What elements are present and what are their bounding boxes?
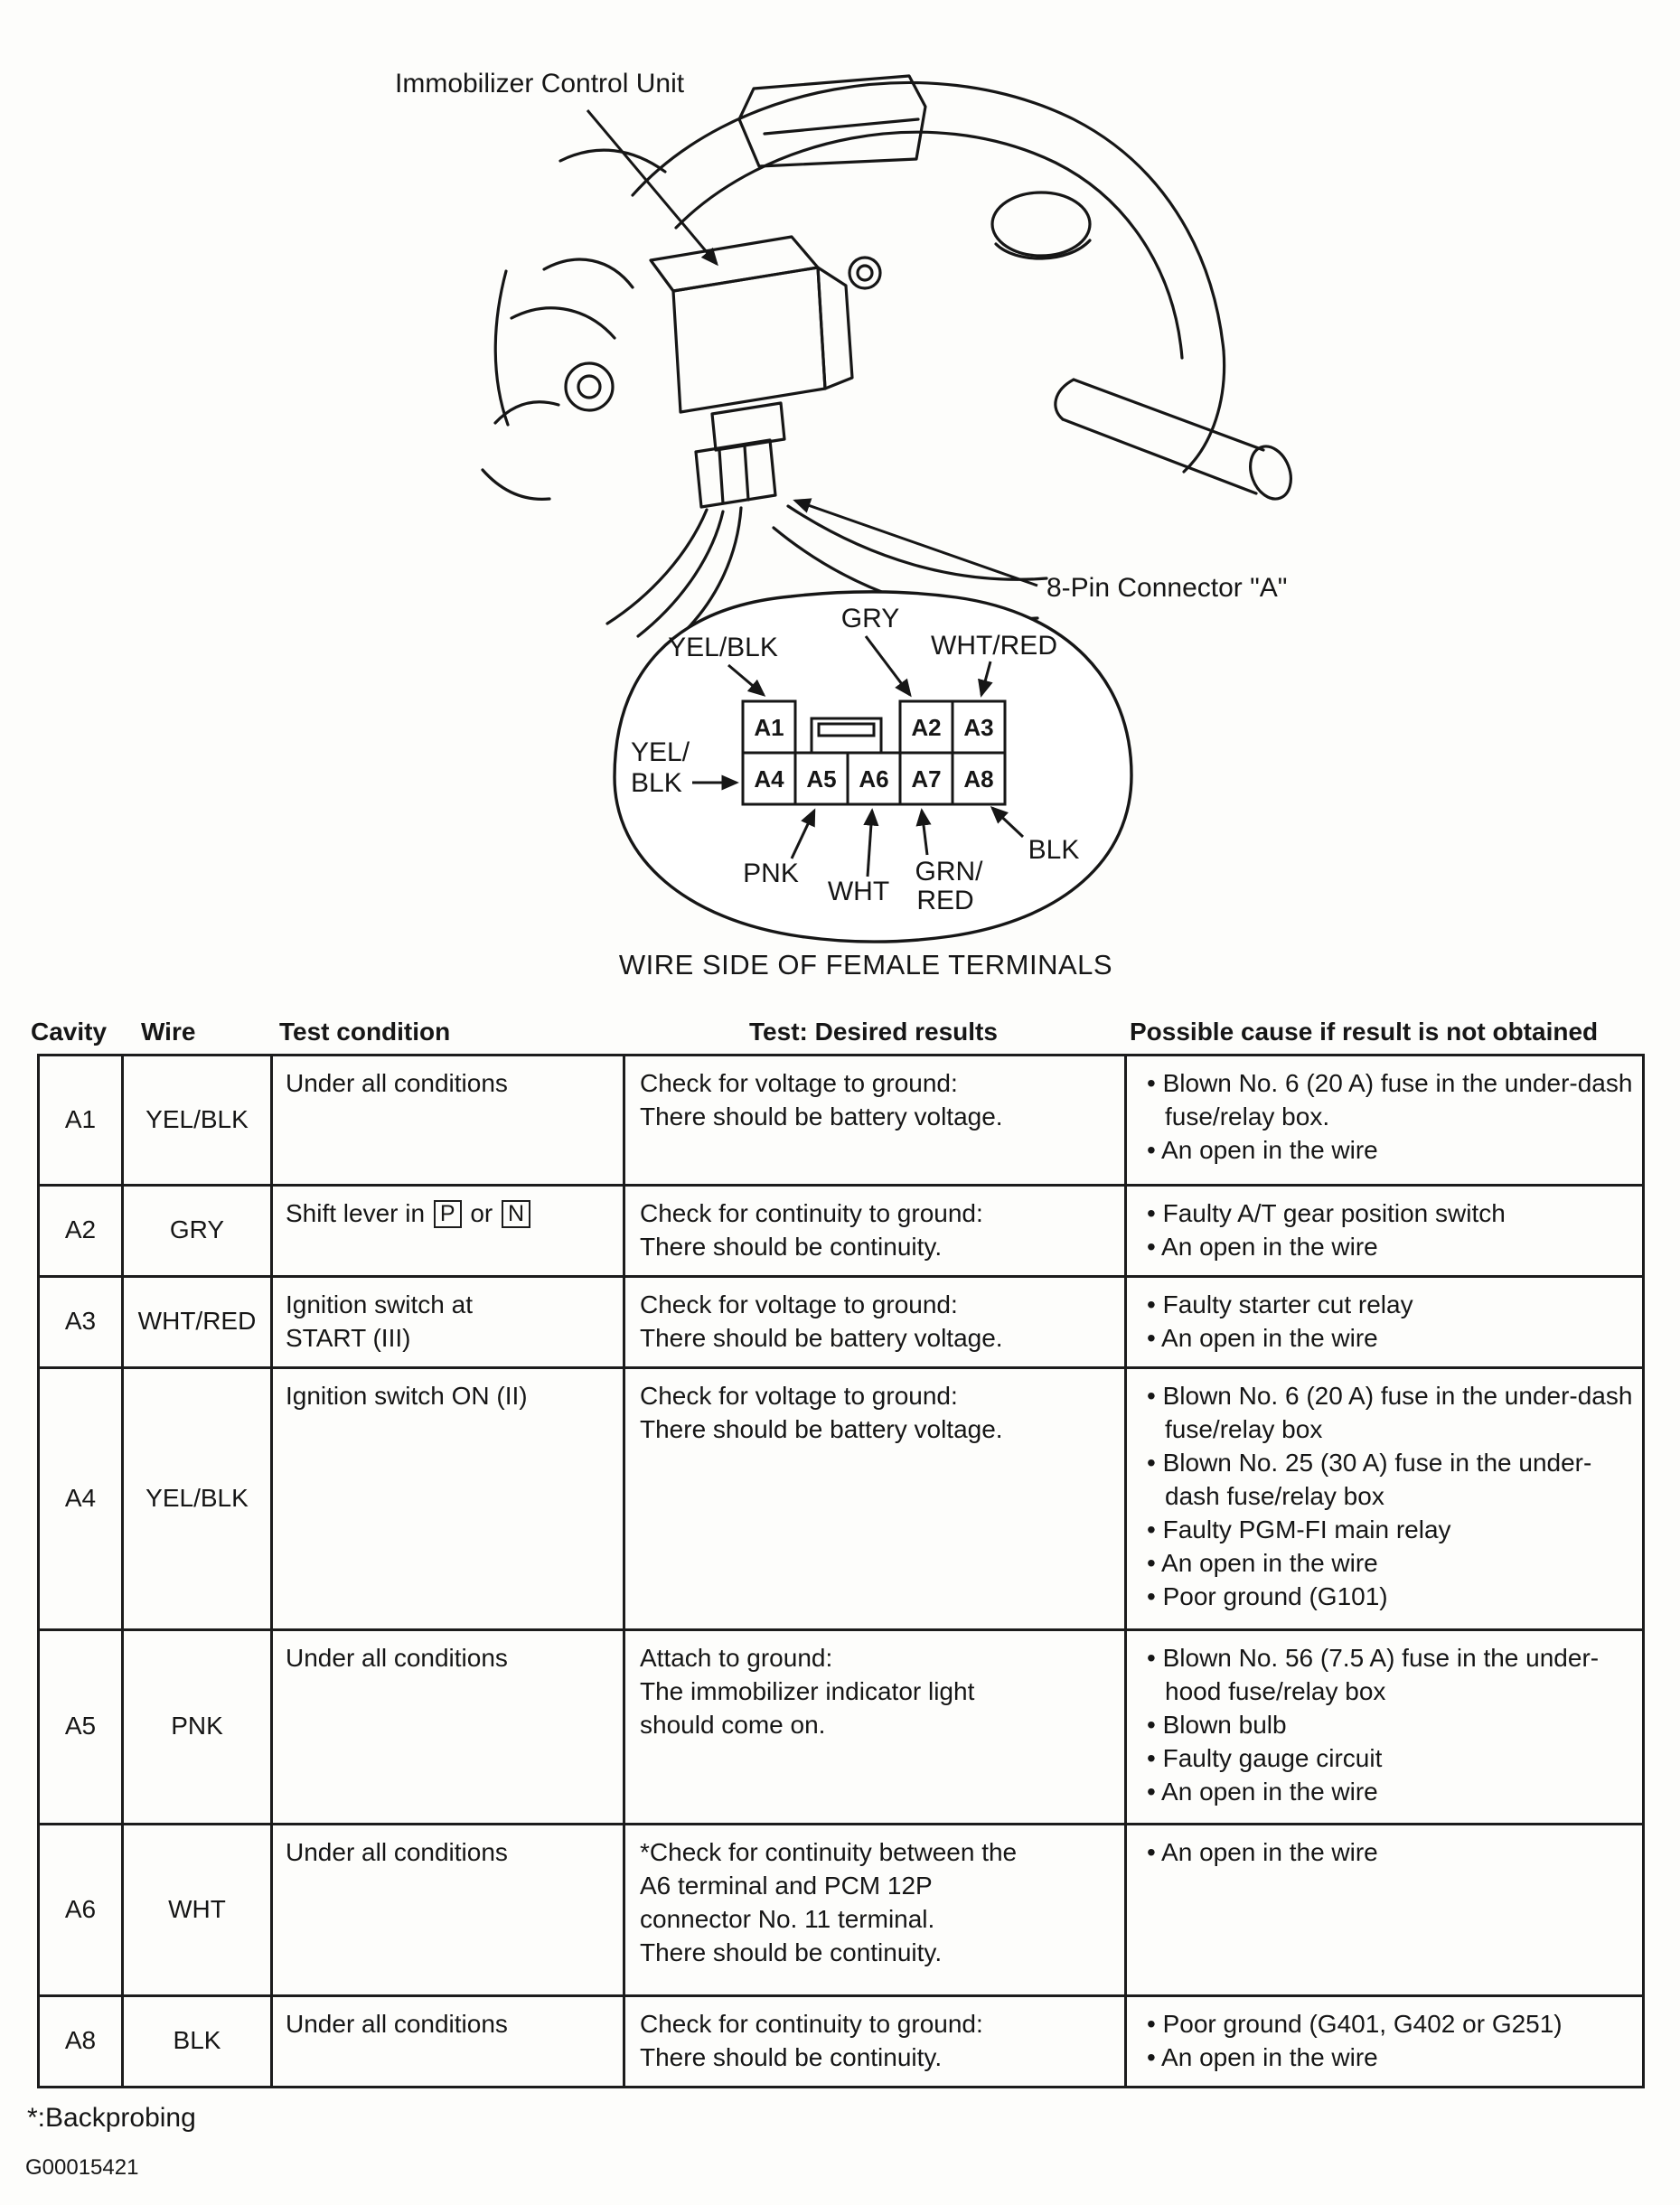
cause-item: • Blown No. 56 (7.5 A) fuse in the under-hood fuse/relay box (1138, 1642, 1635, 1709)
result-line: There should be continuity. (640, 2042, 943, 2071)
wire-label-a3: WHT/RED (931, 631, 1057, 661)
pin-a8: A8 (963, 765, 994, 793)
cause-item: • An open in the wire (1138, 2041, 1635, 2075)
cause-item: • Blown No. 25 (30 A) fuse in the under-dash fuse/relay box (1138, 1447, 1635, 1514)
cause-item: • An open in the wire (1138, 1322, 1635, 1356)
pin-a6: A6 (859, 765, 889, 793)
cavity-cell: A8 (39, 1995, 123, 2087)
table-row (39, 1367, 1644, 1629)
condition-line: Under all conditions (286, 2009, 508, 2038)
possible-cause-cell (1126, 1056, 1644, 1186)
cause-item: • Blown No. 6 (20 A) fuse in the under-dash fuse/relay box (1138, 1380, 1635, 1447)
pin-a3: A3 (963, 714, 994, 741)
table-row (39, 1629, 1644, 1824)
table-column-headers (29, 1018, 1680, 1046)
test-condition-cell (272, 1629, 624, 1824)
wire-cell: PNK (123, 1629, 272, 1824)
possible-cause-cell (1126, 1276, 1644, 1367)
result-line: connector No. 11 terminal. (640, 1904, 935, 1933)
result-line: The immobilizer indicator light (640, 1676, 975, 1705)
result-line: Attach to ground: (640, 1643, 833, 1672)
connector-pinout (615, 592, 1131, 981)
desired-results-cell (624, 1824, 1126, 1995)
wire-label-a4-line2: BLK (631, 768, 682, 798)
cavity-cell: A1 (39, 1056, 123, 1186)
immobilizer-unit-label: Immobilizer Control Unit (395, 69, 685, 99)
wire-label-a1: YEL/BLK (668, 633, 778, 662)
gear-position-box: N (502, 1200, 530, 1228)
wire-label-a6: WHT (827, 877, 890, 906)
result-line: A6 terminal and PCM 12P (640, 1871, 933, 1900)
cause-item: • An open in the wire (1138, 1836, 1635, 1870)
cavity-cell: A6 (39, 1824, 123, 1995)
unit-callout-arrow (587, 110, 717, 264)
table-row (39, 1276, 1644, 1367)
table-row (39, 1056, 1644, 1186)
result-line: There should be continuity. (640, 1232, 943, 1261)
backprobing-footnote: *:Backprobing (27, 2102, 196, 2133)
wire-cell: GRY (123, 1186, 272, 1277)
possible-cause-cell (1126, 1995, 1644, 2087)
possible-cause-cell (1126, 1824, 1644, 1995)
cause-item: • Blown No. 6 (20 A) fuse in the under-dash fuse/relay box. (1138, 1067, 1635, 1134)
wire-label-a5: PNK (743, 859, 799, 888)
result-line: Check for voltage to ground: (640, 1069, 958, 1097)
cause-item: • An open in the wire (1138, 1134, 1635, 1168)
cause-item: • An open in the wire (1138, 1776, 1635, 1809)
result-line: Check for voltage to ground: (640, 1381, 958, 1410)
desired-results-cell (624, 1276, 1126, 1367)
result-line: should come on. (640, 1710, 826, 1739)
wire-cell: WHT/RED (123, 1276, 272, 1367)
result-line: Check for continuity to ground: (640, 2009, 983, 2038)
pinout-caption: WIRE SIDE OF FEMALE TERMINALS (618, 949, 1113, 981)
cavity-cell: A2 (39, 1186, 123, 1277)
result-line: Check for continuity to ground: (640, 1199, 983, 1227)
cause-item: • An open in the wire (1138, 1231, 1635, 1264)
desired-results-cell (624, 1995, 1126, 2087)
cause-item: • Blown bulb (1138, 1709, 1635, 1742)
test-condition-cell (272, 1995, 624, 2087)
figure-code: G00015421 (25, 2154, 139, 2180)
table-row (39, 1824, 1644, 1995)
test-table-body (39, 1056, 1644, 2088)
connector-callout-arrow (795, 501, 1037, 586)
result-line: There should be battery voltage. (640, 1323, 1003, 1352)
cavity-cell: A4 (39, 1367, 123, 1629)
header-cavity: Cavity (31, 1018, 108, 1046)
result-line: There should be continuity. (640, 1938, 943, 1966)
possible-cause-cell (1126, 1629, 1644, 1824)
cause-item: • Faulty PGM-FI main relay (1138, 1514, 1635, 1547)
callout-arrows (587, 110, 1037, 586)
condition-line: Ignition switch ON (II) (286, 1381, 528, 1410)
result-line: There should be battery voltage. (640, 1414, 1003, 1443)
header-test-condition: Test condition (279, 1018, 451, 1046)
engine-bay-illustration (483, 76, 1298, 640)
pin-a5: A5 (806, 765, 837, 793)
table-row (39, 1186, 1644, 1277)
condition-line: Under all conditions (286, 1643, 508, 1672)
wire-cell: WHT (123, 1824, 272, 1995)
condition-line: Shift lever in P or N (286, 1197, 614, 1231)
cause-item: • Poor ground (G401, G402 or G251) (1138, 2008, 1635, 2041)
result-line: There should be battery voltage. (640, 1102, 1003, 1131)
test-condition-cell (272, 1056, 624, 1186)
desired-results-cell (624, 1056, 1126, 1186)
cause-item: • Faulty starter cut relay (1138, 1289, 1635, 1322)
possible-cause-cell (1126, 1367, 1644, 1629)
pin-a1: A1 (754, 714, 784, 741)
wire-label-a4-line1: YEL/ (631, 737, 690, 767)
test-condition-cell (272, 1824, 624, 1995)
cavity-cell: A3 (39, 1276, 123, 1367)
gear-position-box: P (434, 1200, 462, 1228)
test-condition-cell (272, 1367, 624, 1629)
pin-a7: A7 (911, 765, 942, 793)
cause-item: • Faulty A/T gear position switch (1138, 1197, 1635, 1231)
wire-cell: BLK (123, 1995, 272, 2087)
result-line: Check for voltage to ground: (640, 1290, 958, 1318)
wire-label-a2: GRY (840, 604, 900, 633)
cause-item: • Poor ground (G101) (1138, 1581, 1635, 1614)
test-condition-cell (272, 1186, 624, 1277)
desired-results-cell (624, 1367, 1126, 1629)
header-desired-results: Test: Desired results (749, 1018, 998, 1046)
connector-key-tab-inner (819, 724, 874, 736)
condition-line: Ignition switch at (286, 1290, 473, 1318)
condition-line: Under all conditions (286, 1837, 508, 1866)
pin-a2: A2 (911, 714, 942, 741)
possible-cause-cell (1126, 1186, 1644, 1277)
wire-cell: YEL/BLK (123, 1056, 272, 1186)
condition-line: START (III) (286, 1323, 411, 1352)
cavity-cell: A5 (39, 1629, 123, 1824)
immobilizer-wiring-diagram (0, 0, 1680, 1005)
wire-label-a7-line2: RED (916, 886, 974, 915)
cause-item: • An open in the wire (1138, 1547, 1635, 1581)
table-row (39, 1995, 1644, 2087)
result-line: *Check for continuity between the (640, 1837, 1018, 1866)
header-possible-cause: Possible cause if result is not obtained (1130, 1018, 1599, 1046)
desired-results-cell (624, 1186, 1126, 1277)
connector-a-label: 8-Pin Connector "A" (1046, 573, 1288, 603)
wire-label-a8: BLK (1028, 835, 1080, 865)
connector-test-table (37, 1054, 1645, 2088)
condition-line: Under all conditions (286, 1069, 508, 1097)
wire-cell: YEL/BLK (123, 1367, 272, 1629)
header-wire: Wire (141, 1018, 196, 1046)
pin-a4: A4 (754, 765, 784, 793)
desired-results-cell (624, 1629, 1126, 1824)
cause-item: • Faulty gauge circuit (1138, 1742, 1635, 1776)
test-condition-cell (272, 1276, 624, 1367)
wire-label-a7-line1: GRN/ (915, 857, 983, 887)
